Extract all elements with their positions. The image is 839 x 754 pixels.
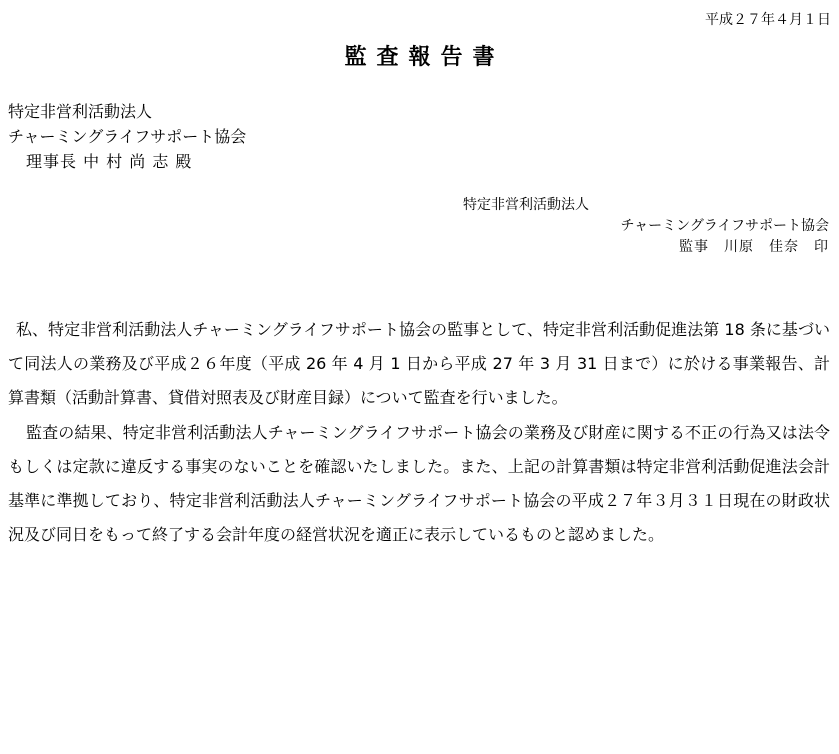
sender-organization-type: 特定非営利活動法人 xyxy=(463,197,589,213)
document-title: 監査報告書 xyxy=(344,45,505,70)
addressee-chairman: 理事長 中 村 尚 志 殿 xyxy=(26,152,193,171)
addressee-block xyxy=(8,99,246,174)
body-paragraph-audit-scope: 私、特定非営利活動法人チャーミングライフサポート協会の監事として、特定非営利活動促進法第 18 条に基づいて同法人の業務及び平成２６年度（平成 26 年 4 月 1 日から平成 27 年 3 月 31 日まで）に於ける事業報告、計算書類（活動計算書、貸借対照表及び財産目録）について監査を行いました。 xyxy=(8,320,830,408)
sender-organization-name: チャーミングライフサポート協会 xyxy=(620,218,829,234)
addressee-organization-name: チャーミングライフサポート協会 xyxy=(8,127,247,146)
report-body xyxy=(8,313,830,552)
addressee-organization-type: 特定非営利活動法人 xyxy=(8,102,153,121)
sender-block xyxy=(459,195,829,258)
body-paragraph-audit-result: 監査の結果、特定非営利活動法人チャーミングライフサポート協会の業務及び財産に関する不正の行為又は法令もしくは定款に違反する事実のないことを確認いたしました。また、上記の計算書類は特定非営利活動促進法会計基準に準拠しており、特定非営利活動法人チャーミングライフサポート協会の平成２７年３月３１日現在の財政状況及び同日をもって終了する会計年度の経営状況を適正に表示しているものと認めました。 xyxy=(8,422,830,545)
sender-auditor-signature: 監事 川原 佳奈 印 xyxy=(679,239,829,255)
report-date: 平成２７年４月１日 xyxy=(705,12,831,28)
